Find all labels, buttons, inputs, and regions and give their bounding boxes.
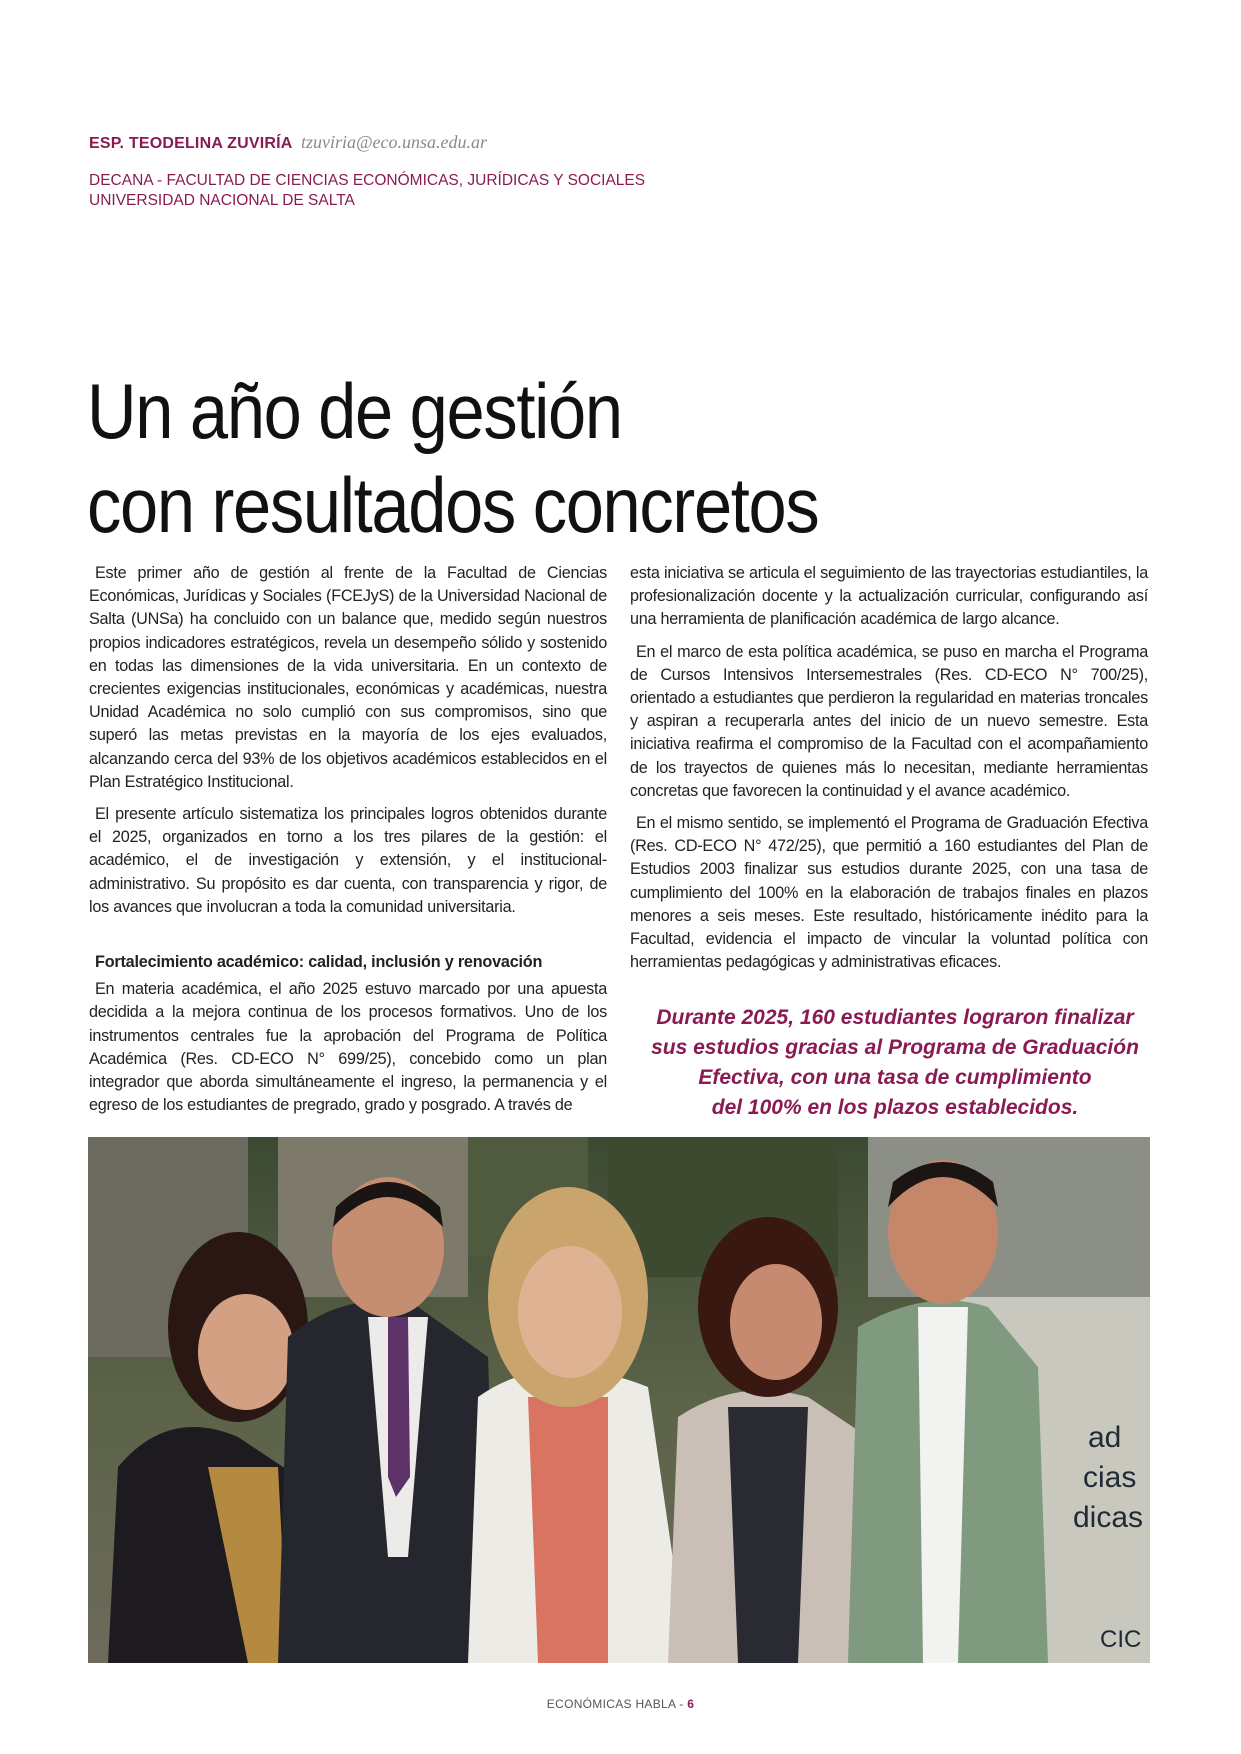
pull-quote-line-2: sus estudios gracias al Programa de Graduación [651,1036,1139,1059]
author-email[interactable]: tzuviria@eco.unsa.edu.ar [301,132,488,152]
photo-sign-text-2: cias [1083,1461,1137,1494]
paragraph-intensive-courses: En el marco de esta política académica, se puso en marcha el Programa de Cursos Intensivos Intersemestrales (Res. CD-ECO N° 700/25), orientado a estudiantes que perdieron la regularidad en materias troncales y aspiran a recuperarla antes del inicio de un nuevo semestre. Esta iniciativa reafirma el compromiso de la Facultad con el acompañamiento de los trayectos de quienes más lo necesitan, mediante herramientas concretas que favorecen la continuidad y el avance académico. [630,642,1148,800]
paragraph-graduation-program: En el mismo sentido, se implementó el Programa de Graduación Efectiva (Res. CD-ECO N° 472/25), que permitió a 160 estudiantes del Plan de Estudios 2003 finalizar sus estudios durante 2025, con una tasa de cumplimiento del 100% en la elaboración de trabajos finales en plazos menores a seis meses. Este resultado, históricamente inédito para la Facultad, evidencia el impacto de vincular la voluntad política con herramientas pedagógicas y administrativas eficaces. [630,814,1148,972]
pull-quote-line-4: del 100% en los plazos establecidos. [711,1096,1079,1119]
paragraph-continuation: esta iniciativa se articula el seguimiento de las trayectorias estudiantiles, la profesionalización docente y la actualización curricular, configurando así una herramienta de planificación académica de largo alcance. [630,564,1148,629]
photo-sign-text-1: ad [1088,1421,1122,1454]
author-role [89,171,645,211]
author-name: ESP. TEODELINA ZUVIRÍA [89,135,293,152]
paragraph-intro: Este primer año de gestión al frente de la Facultad de Ciencias Económicas, Jurídicas y Sociales (FCEJyS) de la Universidad Nacional de Salta (UNSa) ha concluido con un balance que, medido según nuestros propios indicadores estratégicos, revela un desempeño sólido y sostenido en todas las dimensiones de la vida universitaria. En un contexto de crecientes exigencias institucionales, económicas y académicas, nuestra Unidad Académica no solo cumplió con sus compromisos, sino que superó las metas previstas en la mayoría de los ejes evaluados, alcanzando cerca del 93% de los objetivos académicos establecidos en el Plan Estratégico Institucional. [89,564,607,791]
headline-line-1: Un año de gestión [87,367,622,455]
pull-quote-line-3: Efectiva, con una tasa de cumplimiento [698,1066,1092,1089]
group-photo [88,1137,1150,1663]
author-role-title: DECANA - FACULTAD DE CIENCIAS ECONÓMICAS, JURÍDICAS Y SOCIALES [89,172,646,189]
headline-line-2: con resultados concretos [87,461,819,549]
page-number: 6 [687,1697,695,1711]
pull-quote [640,1003,1150,1123]
photo-sign-text-3: dicas [1073,1501,1144,1534]
paragraph-academic: En materia académica, el año 2025 estuvo marcado por una apuesta decidida a la mejora continua de los procesos formativos. Uno de los instrumentos centrales fue la aprobación del Programa de Política Académica (Res. CD-ECO N° 699/25), concebido como un plan integrador que aborda simultáneamente el ingreso, la permanencia y el egreso de los estudiantes de pregrado, grado y posgrado. A través de [89,980,607,1115]
page-footer [0,1697,1241,1711]
author-byline [89,132,487,153]
paragraph-purpose: El presente artículo sistematiza los principales logros obtenidos durante el 2025, organizados en torno a los tres pilares de la gestión: el académico, el de investigación y extensión, y el institucional-administrativo. Su propósito es dar cuenta, con transparencia y rigor, de los avances que involucran a toda la comunidad universitaria. [89,805,607,916]
article-headline [87,364,818,552]
article-column-right [630,562,1148,983]
author-institution: UNIVERSIDAD NACIONAL DE SALTA [89,192,355,209]
article-column-left [89,562,607,1126]
photo-sign-text-4: CIC [1100,1626,1142,1653]
section-subheading: Fortalecimiento académico: calidad, inclusión y renovación [95,953,543,972]
pull-quote-line-1: Durante 2025, 160 estudiantes lograron finalizar [656,1006,1134,1029]
publication-name: ECONÓMICAS HABLA - [546,1697,688,1711]
